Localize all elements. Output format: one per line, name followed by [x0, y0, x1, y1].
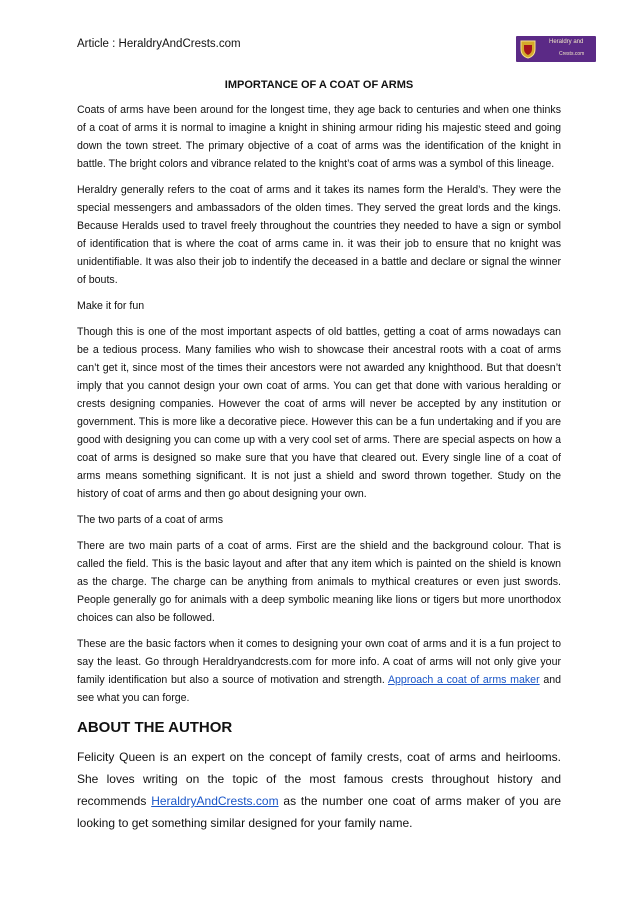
article-body — [77, 101, 561, 834]
crest-icon — [519, 39, 537, 59]
heraldry-site-link[interactable]: HeraldryAndCrests.com — [151, 794, 279, 808]
closing-paragraph — [77, 635, 561, 707]
logo-text-line2: Crests.com — [559, 51, 585, 57]
subheading: The two parts of a coat of arms — [77, 514, 224, 526]
article-title: IMPORTANCE OF A COAT OF ARMS — [224, 79, 414, 91]
closing-text: These are the basic factors when it comes to designing your own coat of arms and it is a fun project to say the least. Go through Heraldryandcrests.com for more info. A coat of arms will not only give your family identification but also a source of motivation and strength. — [77, 638, 561, 686]
paragraph: There are two main parts of a coat of arms. First are the shield and the background colour. That is called the field. This is the basic layout and after that any item which is painted on the shield is known as the charge. The charge can be anything from animals to mythical creatures or even just swords. People generally go for animals with a deep symbolic meaning like lions or tigers but more unorthodox choices can also be followed. — [77, 540, 561, 624]
paragraph: Heraldry generally refers to the coat of arms and it takes its names form the Herald’s. They were the special messengers and ambassadors of the olden times. They served the great lords and the kings. Because Heralds used to travel freely throughout the countries they needed to have a sign or symbol of identification that is where the coat of arms came in. it was their job to ensure that no knight was unidentifiable. It was also their job to indentify the deceased in a battle and declare or signal the winner of bouts. — [77, 184, 561, 286]
author-text-1: Felicity Queen is an expert on the concept of family crests, coat of arms and heirlooms. She loves writing on the topic of the most famous crests throughout history and recommends — [77, 750, 561, 808]
author-bio — [77, 746, 561, 834]
subheading: Make it for fun — [77, 300, 145, 312]
paragraph: Coats of arms have been around for the longest time, they age back to centuries and when one thinks of a coat of arms it is normal to imagine a knight in shining armour riding his majestic steed and going down the town street. The primary objective of a coat of arms was the identification of the knight in battle. The bright colors and vibrance related to the knight’s coat of arms was a symbol of this lineage. — [77, 104, 561, 170]
site-logo[interactable] — [516, 36, 596, 62]
paragraph: Though this is one of the most important aspects of old battles, getting a coat of arms nowadays can be a tedious process. Many families who wish to showcase their ancestral roots with a coat of arms can’t get it, since most of the times their ancestors were not awarded any knighthood. But that doesn’t imply that you cannot design your own coat of arms. You can get that done with various heralding or crests designing companies. However the coat of arms will never be accepted by any institution or government. This is more like a decorative piece. However this can be a fun undertaking and if you are good with designing you can come up with a very cool set of arms. There are special aspects on how a coat of arms is designed so make sure that you have that cleared out. Every single line of a coat of arms means something significant. It is not just a shield and sword thrown together. Study on the history of coat of arms and then go about designing your own. — [77, 326, 561, 500]
header-source: Article : HeraldryAndCrests.com — [77, 38, 241, 50]
author-heading: ABOUT THE AUTHOR — [77, 719, 233, 736]
coat-of-arms-maker-link[interactable]: Approach a coat of arms maker — [387, 674, 540, 686]
author-text-2: as the number one coat of arms maker of you are looking to get something similar designed for your family name. — [77, 794, 561, 830]
closing-tail: and see what you can forge. — [77, 674, 562, 704]
logo-text-line1: Heraldry and — [549, 39, 584, 45]
